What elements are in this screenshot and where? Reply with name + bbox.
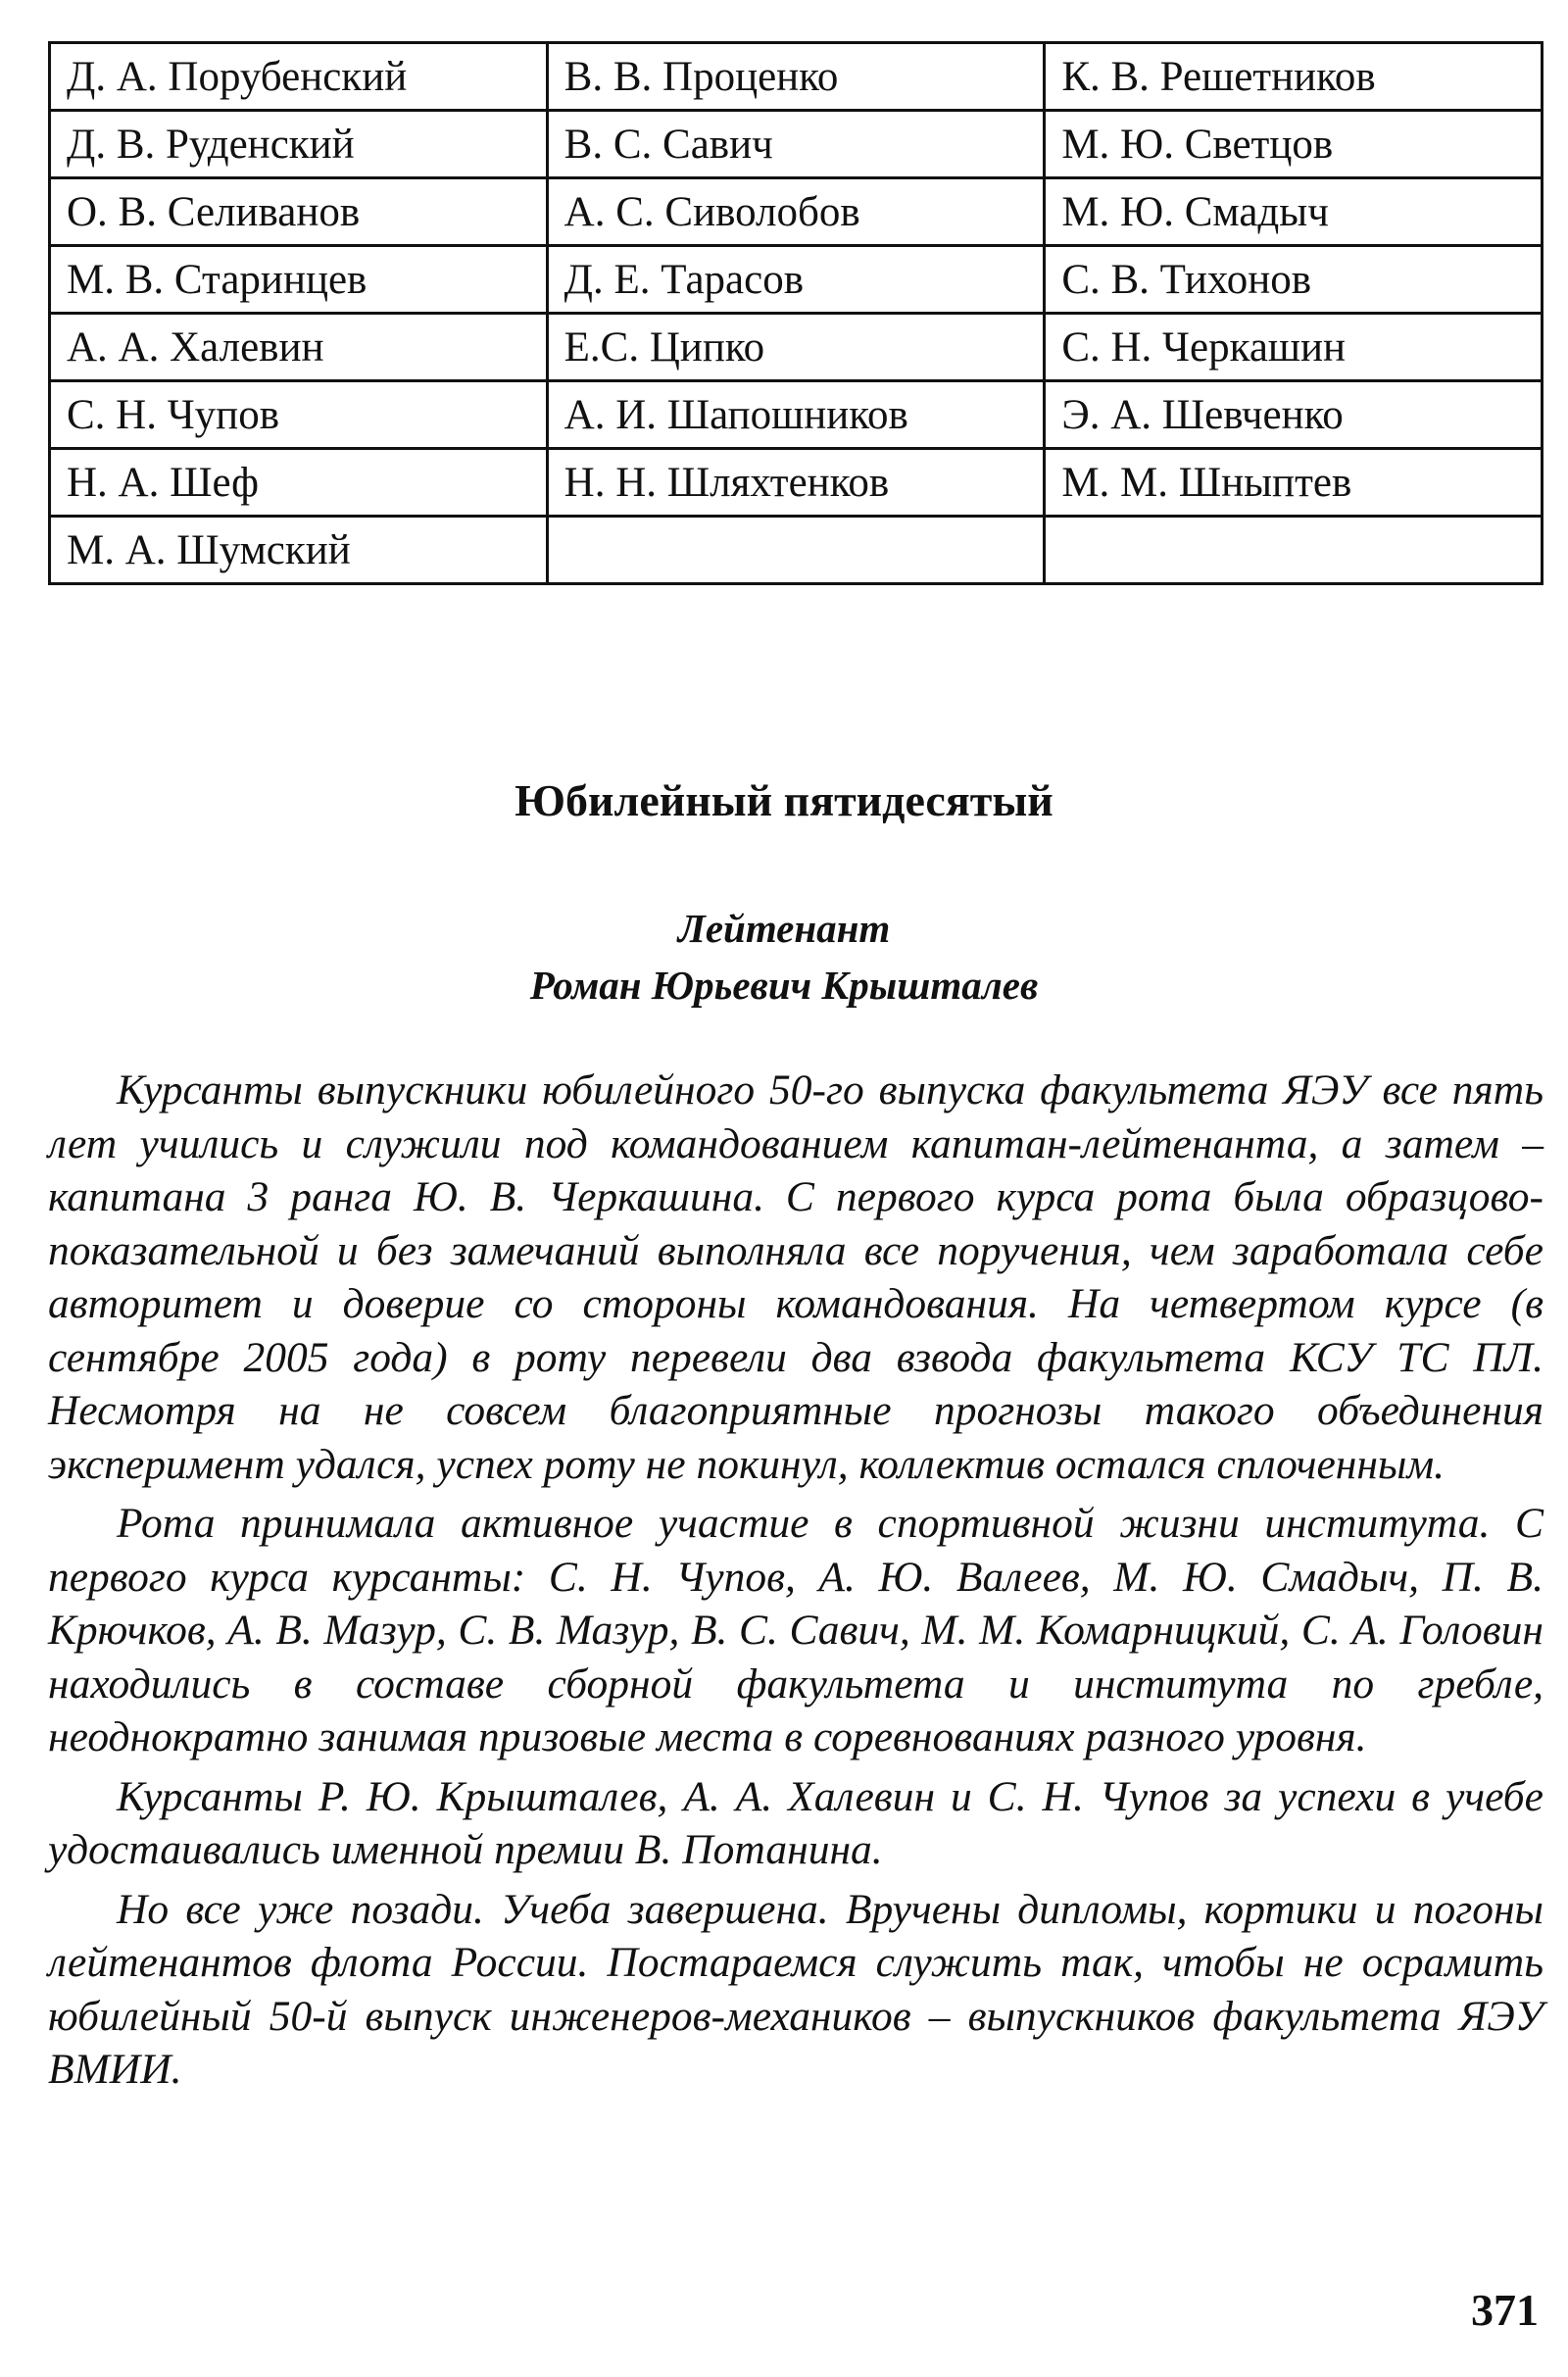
table-row: [50, 314, 1543, 381]
table-cell: Д. Е. Тарасов: [547, 246, 1045, 314]
article-title: Юбилейный пятидесятый: [514, 775, 1054, 825]
paragraph: Но все уже позади. Учеба завершена. Вручены дипломы, кортики и погоны лейтенантов флота России. Постараемся служить так, чтобы не осрамить юбилейный 50-й выпуск инженеров-механиков – выпускников факультета ЯЭУ ВМИИ.: [48, 1885, 1544, 2093]
table-row: [50, 246, 1543, 314]
table-cell: С. В. Тихонов: [1045, 246, 1543, 314]
table-cell: Е.С. Ципко: [547, 314, 1045, 381]
table-row: [50, 178, 1543, 246]
table-row: [50, 111, 1543, 178]
table-cell: В. С. Савич: [547, 111, 1045, 178]
table-cell: М. М. Шныптев: [1045, 449, 1543, 517]
table-cell-empty: [547, 517, 1045, 584]
table-cell: М. Ю. Светцов: [1045, 111, 1543, 178]
table-cell: В. В. Проценко: [547, 43, 1045, 111]
table-cell: К. В. Решетников: [1045, 43, 1543, 111]
table-cell: М. Ю. Смадыч: [1045, 178, 1543, 246]
author-byline: [0, 900, 1568, 1014]
paragraph: Рота принимала активное участие в спортивной жизни института. С первого курса курсанты: С. Н. Чупов, А. Ю. Валеев, М. Ю. Смадыч, П. В. Крючков, А. В. Мазур, С. В. Мазур, В. С. Савич, М. М. Комарницкий, С. А. Головин находились в составе сборной факультета и института по гребле, неоднократно занимая призовые места в соревнованиях разного уровня.: [48, 1500, 1544, 1760]
table-row: [50, 517, 1543, 584]
table-cell: Д. В. Руденский: [50, 111, 548, 178]
table-cell: М. А. Шумский: [50, 517, 548, 584]
table-cell: О. В. Селиванов: [50, 178, 548, 246]
table-cell: А. И. Шапошников: [547, 381, 1045, 449]
table-row: [50, 449, 1543, 517]
names-table: [48, 41, 1544, 585]
page-number: 371: [1471, 2285, 1539, 2335]
paragraph: Курсанты Р. Ю. Крышталев, А. А. Халевин и С. Н. Чупов за успехи в учебе удостаивались именной премии В. Потанина.: [48, 1772, 1544, 1873]
table-cell: Н. Н. Шляхтенков: [547, 449, 1045, 517]
table-cell: Д. А. Порубенский: [50, 43, 548, 111]
table-row: [50, 43, 1543, 111]
table-cell: А. А. Халевин: [50, 314, 548, 381]
paragraph: Курсанты выпускники юбилейного 50-го выпуска факультета ЯЭУ все пять лет учились и служили под командованием капитан-лейтенанта, а затем – капитана 3 ранга Ю. В. Черкашина. С первого курса рота была образцово-показательной и без замечаний выполняла все поручения, чем заработала себе авторитет и доверие со стороны командования. На четвертом курсе (в сентябре 2005 года) в роту перевели два взвода факультета КСУ ТС ПЛ. Несмотря на не совсем благоприятные прогнозы такого объединения эксперимент удался, успех роту не покинул, коллектив остался сплоченным.: [48, 1066, 1544, 1488]
article-body: [48, 1064, 1544, 2103]
table-cell: С. Н. Чупов: [50, 381, 548, 449]
table-cell: Н. А. Шеф: [50, 449, 548, 517]
table-cell: Э. А. Шевченко: [1045, 381, 1543, 449]
author-rank: Лейтенант: [677, 906, 891, 951]
table-cell: М. В. Старинцев: [50, 246, 548, 314]
table-cell: А. С. Сиволобов: [547, 178, 1045, 246]
table-cell: С. Н. Черкашин: [1045, 314, 1543, 381]
table-cell-empty: [1045, 517, 1543, 584]
table-row: [50, 381, 1543, 449]
author-name: Роман Юрьевич Крышталев: [529, 963, 1039, 1008]
